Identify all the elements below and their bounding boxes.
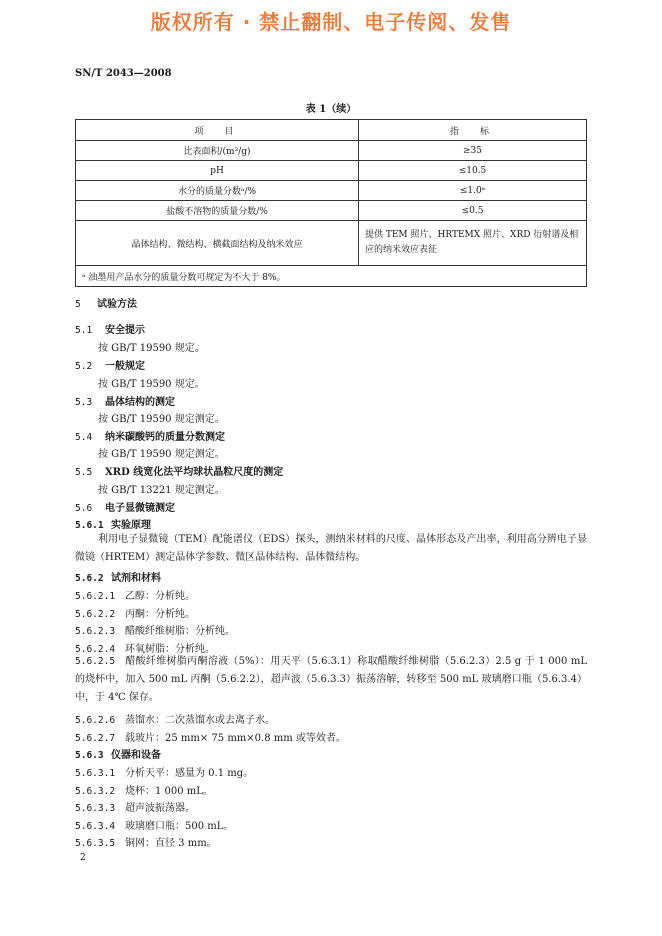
section-paragraph: 利用电子显微镜（TEM）配能谱仪（EDS）探头，测纳米材料的尺度、晶体形态及产出率，利用高分辨电子显微镜（HRTEM）测定晶体学参数、微区晶体结构、晶体微结构。 (75, 534, 587, 563)
standard-code: SN/T 2043—2008 (75, 68, 172, 79)
row-value: ≤1.0ᵃ (359, 181, 587, 201)
clause-item: 5.6.2.6 蒸馏水：二次蒸馏水或去离子水。 (75, 715, 275, 726)
section-heading: 5.6 电子显微镜测定 (75, 503, 175, 514)
row-item: 水分的质量分数ᵃ/% (76, 181, 359, 201)
clause-item: 5.6.2.5 醋酸纤维树脂丙酮溶液（5%）：用天平（5.6.3.1）称取醋酸纤维树脂（5.6.2.3）2.5 g 于 1 000 mL 的烧杯中，加入 500 mL 丙酮（5.6.2.2），超声波（5.6.3.3）振荡溶解，转移至 500 mL 玻璃磨口瓶（5.6.3.4）中，于 4℃ 保存。 (75, 656, 587, 703)
clause-item: 5.6.2.3 醋酸纤维树脂：分析纯。 (75, 626, 235, 637)
table-header-row (76, 120, 587, 141)
table-footnote: ᵃ 油墨用产品水分的质量分数可规定为不大于 8%。 (76, 266, 587, 287)
section-body: 按 GB/T 19590 规定。 (98, 379, 205, 390)
spec-table (75, 119, 587, 287)
table-caption: 表 1（续） (305, 104, 357, 115)
section-heading: 5.3 晶体结构的测定 (75, 397, 175, 408)
section-body: 按 GB/T 19590 规定。 (98, 343, 205, 354)
row-value: ≤10.5 (359, 161, 587, 181)
copyright-watermark: 版权所有 · 禁止翻制、电子传阅、发售 (150, 10, 512, 34)
clause-item: 5.6.3.5 铜网：直径 3 mm。 (75, 838, 217, 849)
section-body: 按 GB/T 19590 规定测定。 (98, 449, 225, 460)
section-heading: 5.2 一般规定 (75, 361, 145, 372)
clause-item: 5.6.2.7 载玻片：25 mm× 75 mm×0.8 mm 或等效者。 (75, 733, 346, 744)
table-row (76, 141, 587, 161)
row-item: 盐酸不溶物的质量分数/% (76, 201, 359, 221)
section-heading: 5.4 纳米碳酸钙的质量分数测定 (75, 432, 225, 443)
section-heading: 5.5 XRD 线宽化法平均球状晶粒尺度的测定 (75, 467, 284, 478)
row-item: 晶体结构、微结构、横截面结构及纳米效应 (76, 221, 359, 266)
column-header-item: 项 目 (76, 120, 359, 141)
row-item: pH (76, 161, 359, 181)
clause-item: 5.6.3.3 超声波振荡器。 (75, 803, 195, 814)
clause-item: 5.6.3.4 玻璃磨口瓶：500 mL。 (75, 821, 234, 832)
page-number: 2 (80, 853, 86, 863)
table-note-row (76, 266, 587, 287)
table-row (76, 201, 587, 221)
row-value: ≥35 (359, 141, 587, 161)
clause-item: 5.6.3.2 烧杯：1 000 mL。 (75, 786, 213, 797)
section-heading: 5 试验方法 (75, 299, 137, 310)
section-body: 按 GB/T 19590 规定测定。 (98, 414, 225, 425)
row-value: 提供 TEM 照片、HRTEMX 照片、XRD 衍射谱及相应的纳米效应表征 (359, 221, 587, 266)
row-value: ≤0.5 (359, 201, 587, 221)
column-header-value: 指 标 (359, 120, 587, 141)
section-heading: 5.1 安全提示 (75, 325, 145, 336)
table-row (76, 221, 587, 266)
subsection-heading: 5.6.2 试剂和材料 (75, 573, 161, 584)
clause-item: 5.6.2.4 环氧树脂：分析纯。 (75, 644, 215, 655)
section-body: 按 GB/T 13221 规定测定。 (98, 485, 225, 496)
row-item: 比表面积/(m²/g) (76, 141, 359, 161)
subsection-heading: 5.6.1 实验原理 (75, 520, 151, 531)
clause-item: 5.6.2.1 乙醇：分析纯。 (75, 591, 195, 602)
clause-item: 5.6.2.2 丙酮：分析纯。 (75, 609, 195, 620)
clause-item: 5.6.3.1 分析天平：感量为 0.1 mg。 (75, 768, 254, 779)
table-row (76, 161, 587, 181)
table-row (76, 181, 587, 201)
subsection-heading: 5.6.3 仪器和设备 (75, 750, 161, 761)
